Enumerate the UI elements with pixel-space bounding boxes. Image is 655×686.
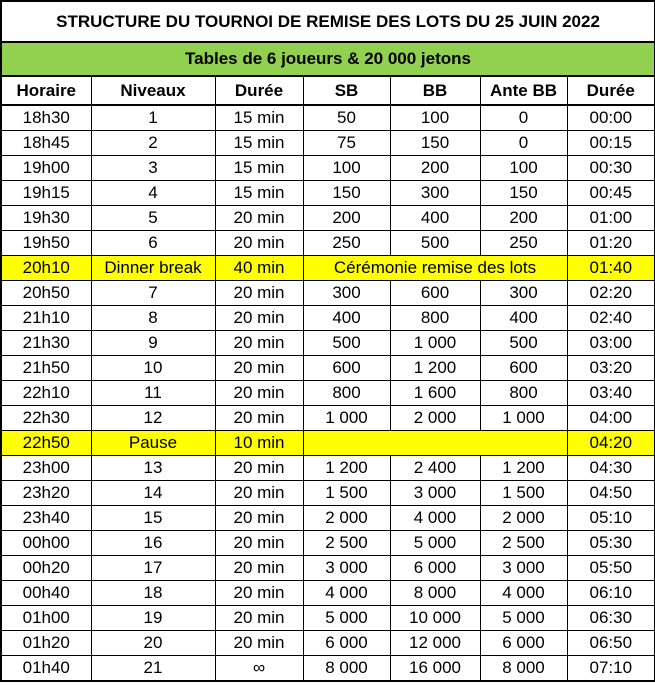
cell-duree: 20 min [215, 406, 303, 431]
table-row [1, 206, 655, 231]
cell-ante-bb: 4 000 [480, 581, 567, 606]
cell-sb: 1 200 [303, 456, 390, 481]
cell-horaire: 21h30 [1, 331, 91, 356]
cell-duree: 20 min [215, 356, 303, 381]
cell-horaire: 21h50 [1, 356, 91, 381]
cell-bb: 5 000 [390, 531, 480, 556]
cell-duree: 15 min [215, 156, 303, 181]
cell-horaire: 19h00 [1, 156, 91, 181]
table-row [1, 156, 655, 181]
cell-horaire: 22h50 [1, 431, 91, 456]
cell-horaire: 19h50 [1, 231, 91, 256]
table-row [1, 531, 655, 556]
cell-sb: 800 [303, 381, 390, 406]
cell-niveau: 12 [91, 406, 215, 431]
column-header-duree: Durée [215, 76, 303, 105]
cell-horaire: 23h00 [1, 456, 91, 481]
cell-horaire: 19h30 [1, 206, 91, 231]
cell-duree-cumulee: 05:50 [567, 556, 655, 581]
cell-sb: 4 000 [303, 581, 390, 606]
cell-bb: 600 [390, 281, 480, 306]
cell-bb: 150 [390, 131, 480, 156]
cell-niveau: 10 [91, 356, 215, 381]
cell-duree: 20 min [215, 581, 303, 606]
cell-duree-cumulee: 00:00 [567, 105, 655, 131]
table-row [1, 381, 655, 406]
cell-horaire: 21h10 [1, 306, 91, 331]
cell-sb: 300 [303, 281, 390, 306]
cell-duree-cumulee: 04:50 [567, 481, 655, 506]
cell-bb: 400 [390, 206, 480, 231]
cell-horaire: 00h00 [1, 531, 91, 556]
cell-duree-cumulee: 04:20 [567, 431, 655, 456]
cell-duree-cumulee: 04:00 [567, 406, 655, 431]
break-label: Dinner break [91, 256, 215, 281]
table-row [1, 606, 655, 631]
cell-ante-bb: 2 500 [480, 531, 567, 556]
cell-duree: 20 min [215, 556, 303, 581]
cell-duree: 15 min [215, 181, 303, 206]
cell-niveau: 16 [91, 531, 215, 556]
cell-ante-bb: 6 000 [480, 631, 567, 656]
cell-sb: 500 [303, 331, 390, 356]
cell-duree: 15 min [215, 105, 303, 131]
cell-sb: 2 500 [303, 531, 390, 556]
cell-bb: 500 [390, 231, 480, 256]
table-row [1, 105, 655, 131]
cell-duree-cumulee: 01:20 [567, 231, 655, 256]
break-label: Pause [91, 431, 215, 456]
cell-sb: 1 000 [303, 406, 390, 431]
cell-duree-cumulee: 00:45 [567, 181, 655, 206]
cell-duree-cumulee: 07:10 [567, 656, 655, 682]
break-note [303, 431, 567, 456]
cell-horaire: 00h40 [1, 581, 91, 606]
table-row [1, 656, 655, 682]
cell-bb: 10 000 [390, 606, 480, 631]
cell-horaire: 23h40 [1, 506, 91, 531]
cell-duree: 20 min [215, 231, 303, 256]
cell-duree: 20 min [215, 606, 303, 631]
cell-niveau: 21 [91, 656, 215, 682]
cell-sb: 6 000 [303, 631, 390, 656]
cell-niveau: 1 [91, 105, 215, 131]
table-row [1, 231, 655, 256]
column-header-bb: BB [390, 76, 480, 105]
table-row [1, 356, 655, 381]
cell-ante-bb: 300 [480, 281, 567, 306]
table-row [1, 506, 655, 531]
cell-sb: 3 000 [303, 556, 390, 581]
cell-duree-cumulee: 02:40 [567, 306, 655, 331]
table-row [1, 331, 655, 356]
cell-niveau: 18 [91, 581, 215, 606]
cell-sb: 75 [303, 131, 390, 156]
cell-bb: 1 000 [390, 331, 480, 356]
cell-duree: ∞ [215, 656, 303, 682]
table-row [1, 306, 655, 331]
cell-ante-bb: 3 000 [480, 556, 567, 581]
table-row [1, 131, 655, 156]
cell-duree-cumulee: 03:40 [567, 381, 655, 406]
cell-bb: 16 000 [390, 656, 480, 682]
title-row [1, 1, 655, 42]
cell-bb: 12 000 [390, 631, 480, 656]
cell-niveau: 20 [91, 631, 215, 656]
cell-niveau: 17 [91, 556, 215, 581]
table-body [1, 1, 655, 681]
cell-sb: 50 [303, 105, 390, 131]
cell-sb: 200 [303, 206, 390, 231]
subtitle-row [1, 42, 655, 76]
cell-ante-bb: 400 [480, 306, 567, 331]
table-row [1, 556, 655, 581]
cell-horaire: 01h20 [1, 631, 91, 656]
cell-ante-bb: 150 [480, 181, 567, 206]
cell-duree: 20 min [215, 306, 303, 331]
cell-bb: 6 000 [390, 556, 480, 581]
table-row [1, 181, 655, 206]
header-row [1, 76, 655, 105]
cell-ante-bb: 5 000 [480, 606, 567, 631]
cell-niveau: 5 [91, 206, 215, 231]
cell-niveau: 2 [91, 131, 215, 156]
cell-bb: 2 000 [390, 406, 480, 431]
cell-horaire: 00h20 [1, 556, 91, 581]
column-header-horaire: Horaire [1, 76, 91, 105]
cell-horaire: 20h50 [1, 281, 91, 306]
cell-ante-bb: 1 500 [480, 481, 567, 506]
cell-duree-cumulee: 00:15 [567, 131, 655, 156]
table-row [1, 631, 655, 656]
cell-ante-bb: 600 [480, 356, 567, 381]
break-row [1, 431, 655, 456]
table-row [1, 456, 655, 481]
cell-duree: 20 min [215, 506, 303, 531]
table-row [1, 406, 655, 431]
cell-ante-bb: 2 000 [480, 506, 567, 531]
cell-sb: 8 000 [303, 656, 390, 682]
cell-ante-bb: 0 [480, 105, 567, 131]
cell-ante-bb: 1 000 [480, 406, 567, 431]
cell-horaire: 20h10 [1, 256, 91, 281]
column-header-sb: SB [303, 76, 390, 105]
cell-horaire: 19h15 [1, 181, 91, 206]
cell-niveau: 8 [91, 306, 215, 331]
cell-niveau: 11 [91, 381, 215, 406]
cell-horaire: 22h30 [1, 406, 91, 431]
cell-horaire: 22h10 [1, 381, 91, 406]
cell-duree-cumulee: 01:00 [567, 206, 655, 231]
column-header-ante-bb: Ante BB [480, 76, 567, 105]
cell-horaire: 18h30 [1, 105, 91, 131]
cell-duree-cumulee: 04:30 [567, 456, 655, 481]
cell-horaire: 01h40 [1, 656, 91, 682]
cell-duree: 20 min [215, 531, 303, 556]
cell-horaire: 01h00 [1, 606, 91, 631]
table-row [1, 581, 655, 606]
cell-sb: 1 500 [303, 481, 390, 506]
cell-niveau: 6 [91, 231, 215, 256]
cell-duree-cumulee: 01:40 [567, 256, 655, 281]
cell-ante-bb: 800 [480, 381, 567, 406]
cell-bb: 8 000 [390, 581, 480, 606]
cell-duree-cumulee: 03:20 [567, 356, 655, 381]
cell-duree-cumulee: 06:30 [567, 606, 655, 631]
column-header-niveaux: Niveaux [91, 76, 215, 105]
cell-ante-bb: 200 [480, 206, 567, 231]
cell-duree-cumulee: 06:10 [567, 581, 655, 606]
cell-duree: 20 min [215, 381, 303, 406]
cell-duree: 20 min [215, 331, 303, 356]
cell-niveau: 13 [91, 456, 215, 481]
cell-sb: 600 [303, 356, 390, 381]
cell-niveau: 14 [91, 481, 215, 506]
cell-bb: 100 [390, 105, 480, 131]
cell-duree: 20 min [215, 456, 303, 481]
cell-ante-bb: 500 [480, 331, 567, 356]
cell-sb: 150 [303, 181, 390, 206]
cell-duree: 40 min [215, 256, 303, 281]
cell-horaire: 18h45 [1, 131, 91, 156]
cell-bb: 300 [390, 181, 480, 206]
cell-ante-bb: 100 [480, 156, 567, 181]
cell-duree-cumulee: 05:10 [567, 506, 655, 531]
cell-niveau: 9 [91, 331, 215, 356]
cell-sb: 100 [303, 156, 390, 181]
cell-bb: 1 600 [390, 381, 480, 406]
cell-bb: 2 400 [390, 456, 480, 481]
cell-duree-cumulee: 00:30 [567, 156, 655, 181]
page-title: STRUCTURE DU TOURNOI DE REMISE DES LOTS DU 25 JUIN 2022 [1, 1, 655, 42]
cell-duree: 20 min [215, 631, 303, 656]
cell-duree-cumulee: 03:00 [567, 331, 655, 356]
cell-sb: 400 [303, 306, 390, 331]
cell-horaire: 23h20 [1, 481, 91, 506]
cell-bb: 4 000 [390, 506, 480, 531]
cell-niveau: 3 [91, 156, 215, 181]
cell-ante-bb: 1 200 [480, 456, 567, 481]
cell-ante-bb: 8 000 [480, 656, 567, 682]
cell-duree-cumulee: 06:50 [567, 631, 655, 656]
cell-niveau: 4 [91, 181, 215, 206]
table-row [1, 481, 655, 506]
cell-niveau: 19 [91, 606, 215, 631]
cell-duree-cumulee: 02:20 [567, 281, 655, 306]
cell-duree: 20 min [215, 206, 303, 231]
cell-duree: 20 min [215, 281, 303, 306]
cell-sb: 250 [303, 231, 390, 256]
cell-sb: 2 000 [303, 506, 390, 531]
cell-bb: 200 [390, 156, 480, 181]
cell-duree: 15 min [215, 131, 303, 156]
cell-ante-bb: 250 [480, 231, 567, 256]
cell-niveau: 15 [91, 506, 215, 531]
cell-sb: 5 000 [303, 606, 390, 631]
break-row [1, 256, 655, 281]
table-row [1, 281, 655, 306]
cell-niveau: 7 [91, 281, 215, 306]
break-note: Cérémonie remise des lots [303, 256, 567, 281]
table-subtitle: Tables de 6 joueurs & 20 000 jetons [1, 42, 655, 76]
cell-duree-cumulee: 05:30 [567, 531, 655, 556]
cell-duree: 20 min [215, 481, 303, 506]
cell-ante-bb: 0 [480, 131, 567, 156]
cell-bb: 3 000 [390, 481, 480, 506]
cell-bb: 1 200 [390, 356, 480, 381]
cell-duree: 10 min [215, 431, 303, 456]
column-header-duree-cumulee: Durée [567, 76, 655, 105]
cell-bb: 800 [390, 306, 480, 331]
